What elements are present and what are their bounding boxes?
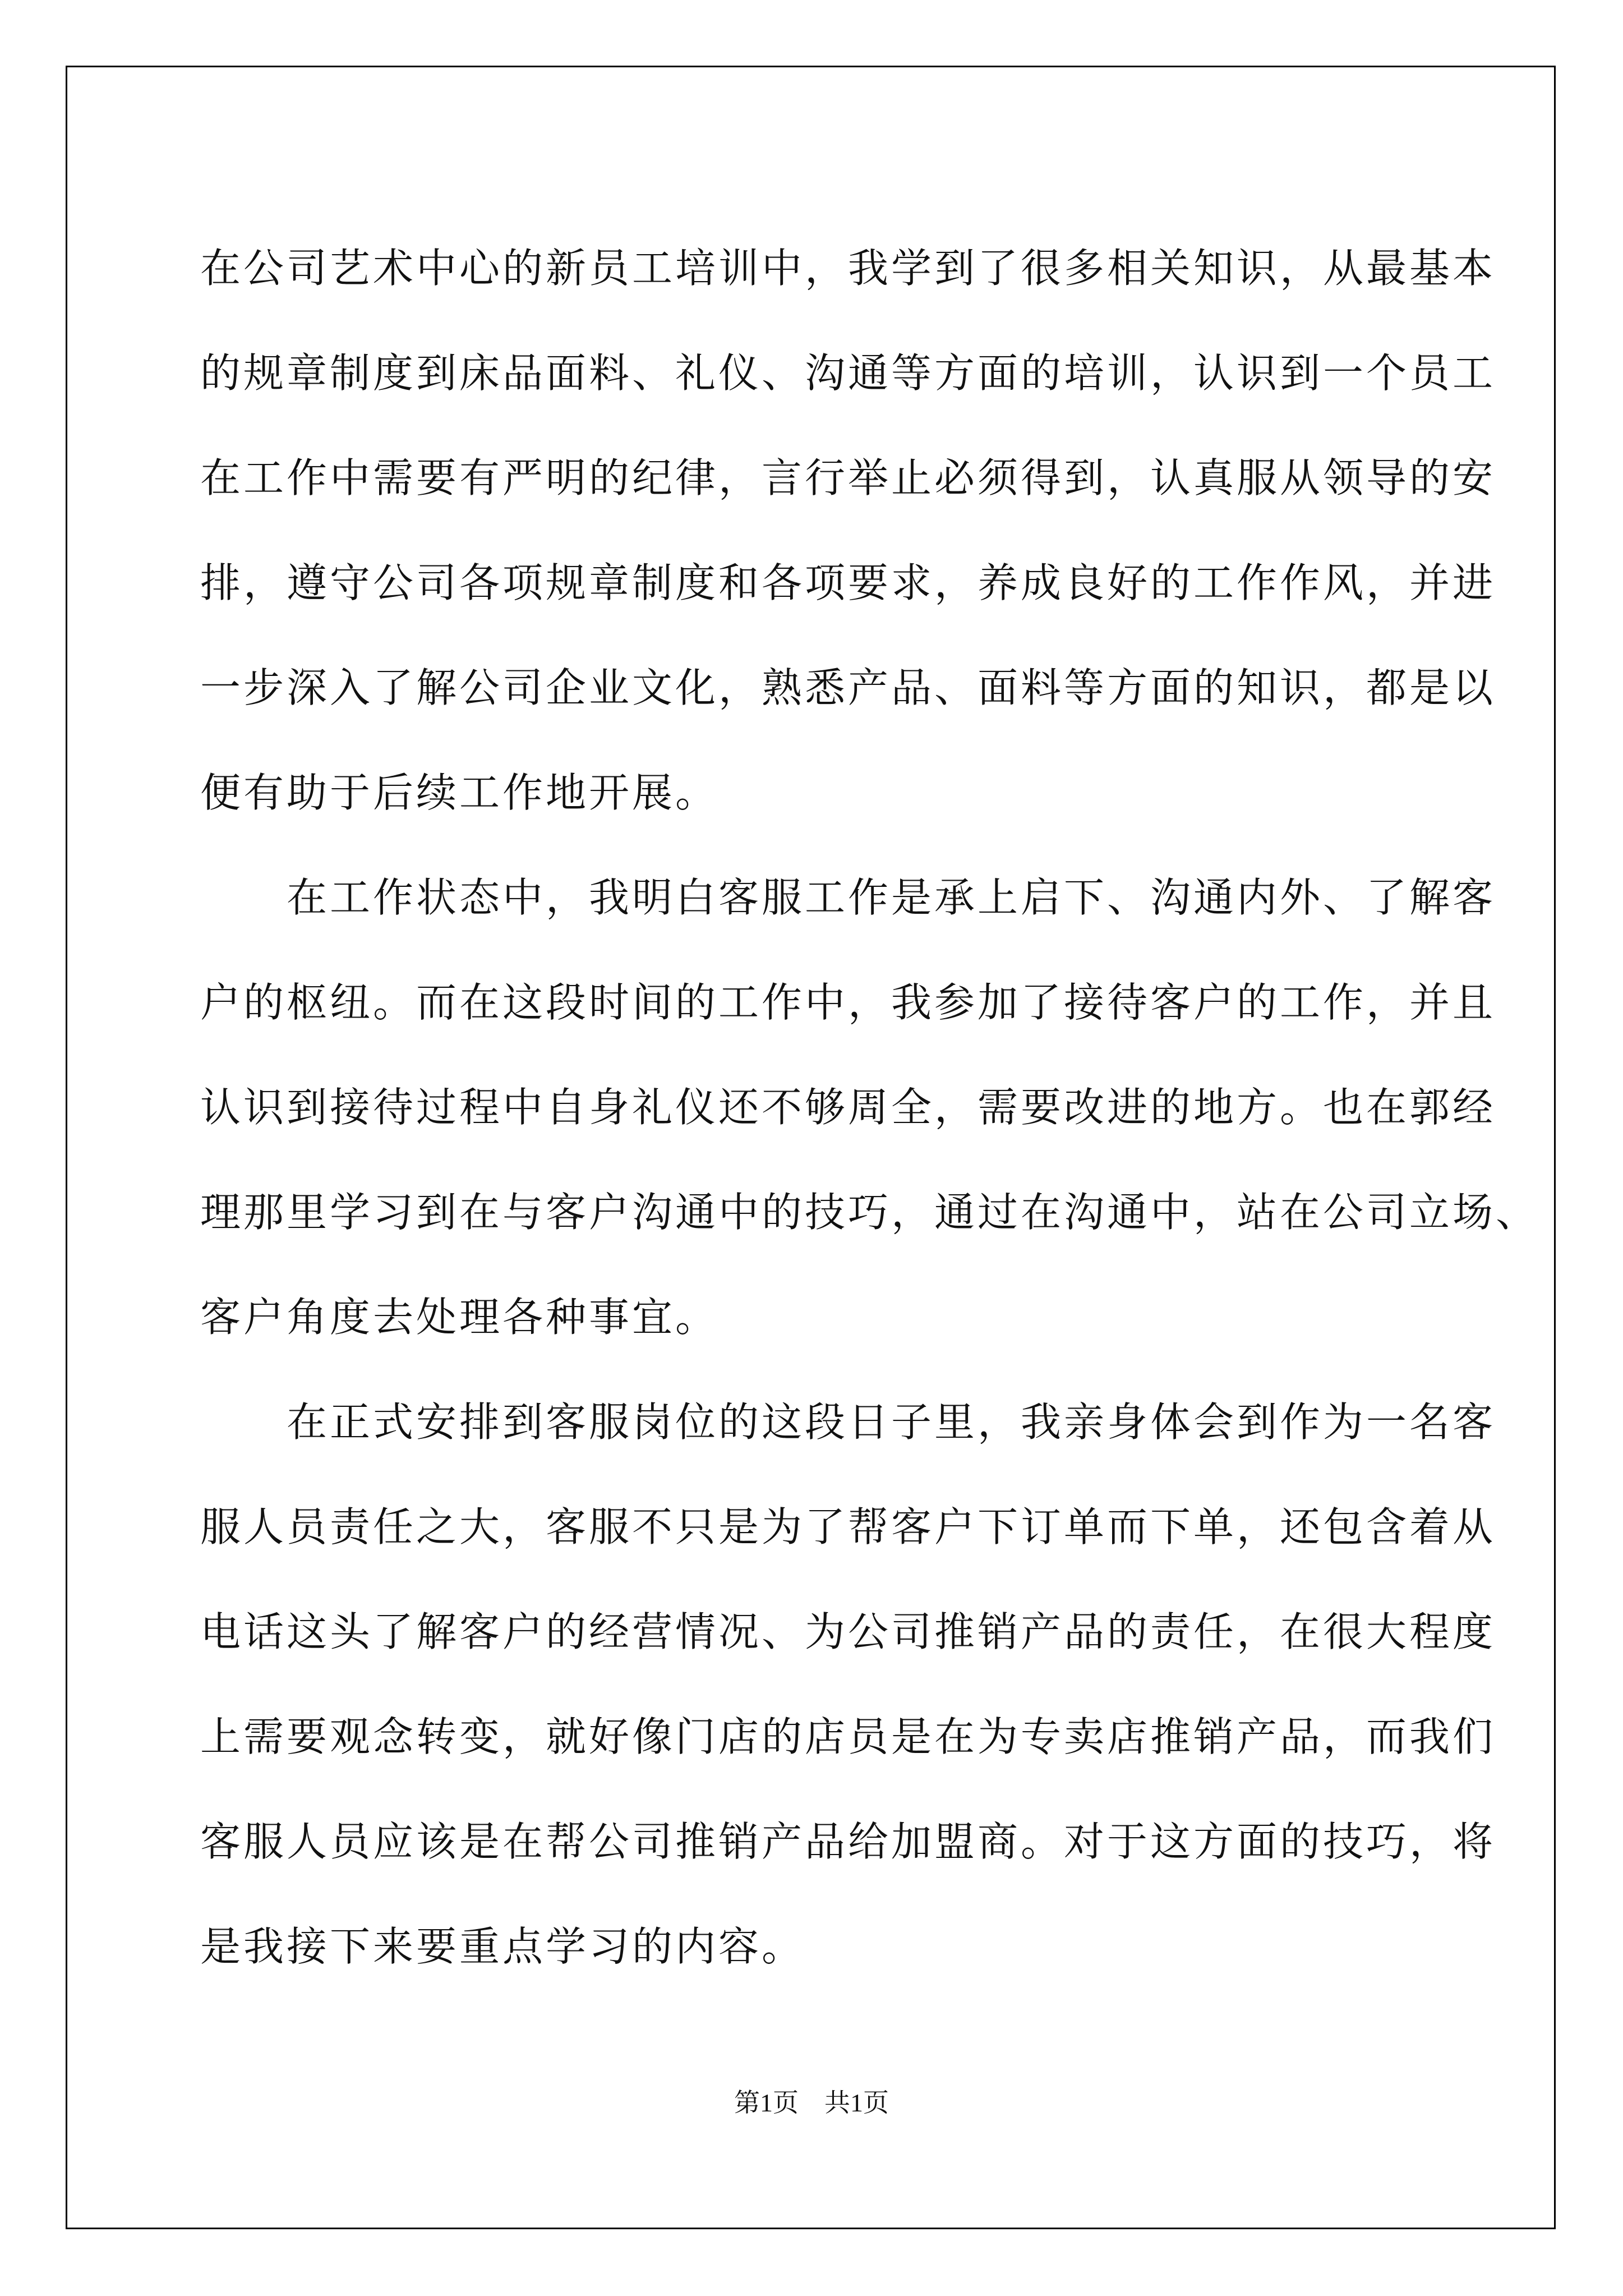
text-line: 在工作状态中，我明白客服工作是承上启下、沟通内外、了解客 (200, 874, 1496, 921)
text-line: 的规章制度到床品面料、礼仪、沟通等方面的培训，认识到一个员工 (200, 349, 1496, 397)
text-line: 一步深入了解公司企业文化，熟悉产品、面料等方面的知识，都是以 (200, 664, 1496, 711)
document-body (200, 216, 1539, 1999)
text-line: 排，遵守公司各项规章制度和各项要求，养成良好的工作作风，并进 (200, 559, 1496, 606)
text-line: 认识到接待过程中自身礼仪还不够周全，需要改进的地方。也在郭经 (200, 1084, 1496, 1131)
text-line: 便有助于后续工作地开展。 (200, 769, 719, 816)
text-line: 上需要观念转变，就好像门店的店员是在为专卖店推销产品，而我们 (200, 1713, 1496, 1760)
text-line: 在正式安排到客服岗位的这段日子里，我亲身体会到作为一名客 (200, 1398, 1496, 1446)
text-line: 理那里学习到在与客户沟通中的技巧，通过在沟通中，站在公司立场、 (200, 1189, 1539, 1236)
text-line: 户的枢纽。而在这段时间的工作中，我参加了接待客户的工作，并且 (200, 979, 1496, 1026)
text-line: 在公司艺术中心的新员工培训中，我学到了很多相关知识，从最基本 (200, 245, 1496, 292)
text-line: 客服人员应该是在帮公司推销产品给加盟商。对于这方面的技巧，将 (200, 1818, 1496, 1865)
text-line: 在工作中需要有严明的纪律，言行举止必须得到，认真服从领导的安 (200, 454, 1496, 501)
page-footer: 第1页 共1页 (734, 2088, 889, 2117)
text-line: 电话这头了解客户的经营情况、为公司推销产品的责任，在很大程度 (200, 1608, 1496, 1655)
text-line: 服人员责任之大，客服不只是为了帮客户下订单而下单，还包含着从 (200, 1503, 1496, 1550)
text-line: 是我接下来要重点学习的内容。 (200, 1923, 805, 1970)
text-line: 客户角度去处理各种事宜。 (200, 1294, 719, 1341)
